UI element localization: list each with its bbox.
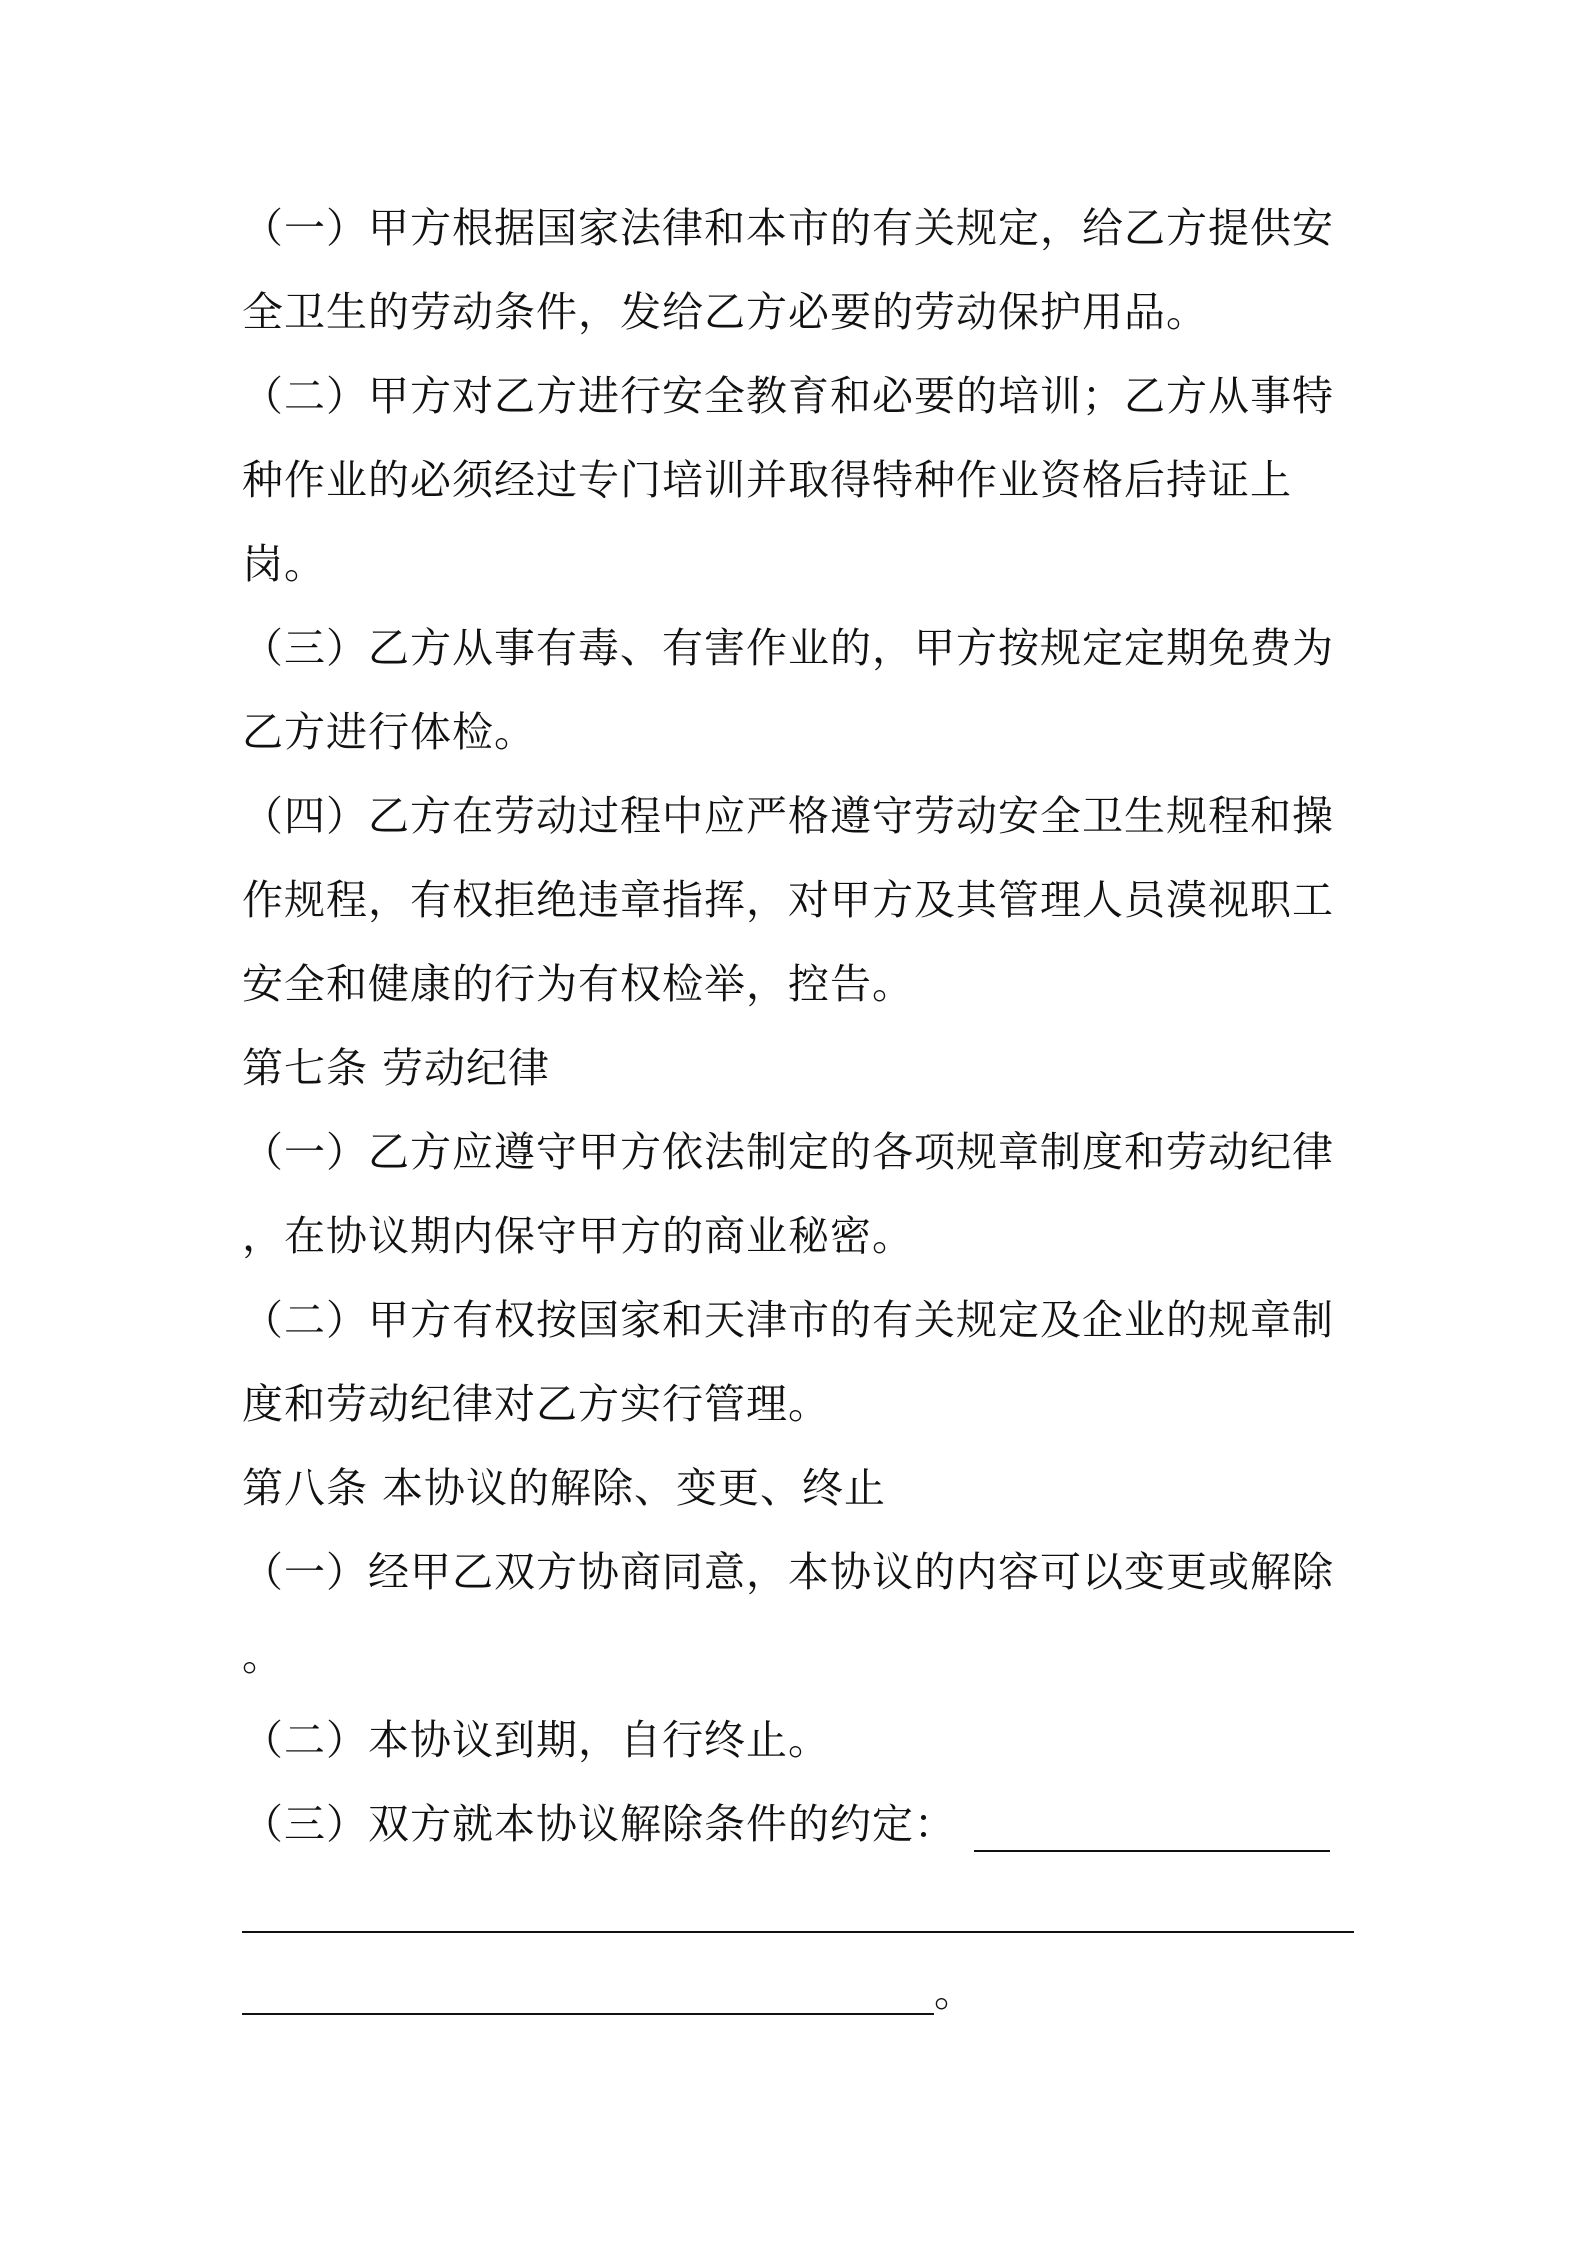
- clause-6-item-3-line-2: 乙方进行体检。: [242, 708, 536, 756]
- termination-conditions-blank-2: [242, 1931, 1354, 1933]
- clause-7-item-2-line-1: （二）甲方有权按国家和天津市的有关规定及企业的规章制: [242, 1296, 1334, 1344]
- clause-6-item-2-line-2: 种作业的必须经过专门培训并取得特种作业资格后持证上: [242, 456, 1292, 504]
- clause-7-item-1-line-1: （一）乙方应遵守甲方依法制定的各项规章制度和劳动纪律: [242, 1128, 1334, 1176]
- termination-conditions-blank-3: [242, 2013, 934, 2015]
- clause-8-item-1-line-2: 。: [242, 1632, 284, 1680]
- clause-6-item-2-line-3: 岗。: [242, 540, 326, 588]
- clause-8-item-3-line-1: （三）双方就本协议解除条件的约定：: [242, 1800, 956, 1848]
- clause-6-item-4-line-1: （四）乙方在劳动过程中应严格遵守劳动安全卫生规程和操: [242, 792, 1334, 840]
- clause-7-item-2-line-2: 度和劳动纪律对乙方实行管理。: [242, 1380, 830, 1428]
- clause-8-item-2-line-1: （二）本协议到期，自行终止。: [242, 1716, 830, 1764]
- clause-8-heading: 第八条 本协议的解除、变更、终止: [242, 1464, 887, 1512]
- clause-7-heading: 第七条 劳动纪律: [242, 1044, 551, 1092]
- clause-8-item-3-end-mark: 。: [934, 1968, 976, 2016]
- clause-6-item-3-line-1: （三）乙方从事有毒、有害作业的，甲方按规定定期免费为: [242, 624, 1334, 672]
- termination-conditions-blank-1: [974, 1850, 1330, 1852]
- clause-6-item-1-line-1: （一）甲方根据国家法律和本市的有关规定，给乙方提供安: [242, 204, 1334, 252]
- clause-6-item-2-line-1: （二）甲方对乙方进行安全教育和必要的培训；乙方从事特: [242, 372, 1334, 420]
- clause-6-item-1-line-2: 全卫生的劳动条件，发给乙方必要的劳动保护用品。: [242, 288, 1208, 336]
- clause-7-item-1-line-2: ，在协议期内保守甲方的商业秘密。: [242, 1212, 914, 1260]
- clause-6-item-4-line-2: 作规程，有权拒绝违章指挥，对甲方及其管理人员漠视职工: [242, 876, 1334, 924]
- clause-6-item-4-line-3: 安全和健康的行为有权检举，控告。: [242, 960, 914, 1008]
- clause-8-item-1-line-1: （一）经甲乙双方协商同意，本协议的内容可以变更或解除: [242, 1548, 1334, 1596]
- clause-8-item-3-line-2: [242, 1866, 1362, 1950]
